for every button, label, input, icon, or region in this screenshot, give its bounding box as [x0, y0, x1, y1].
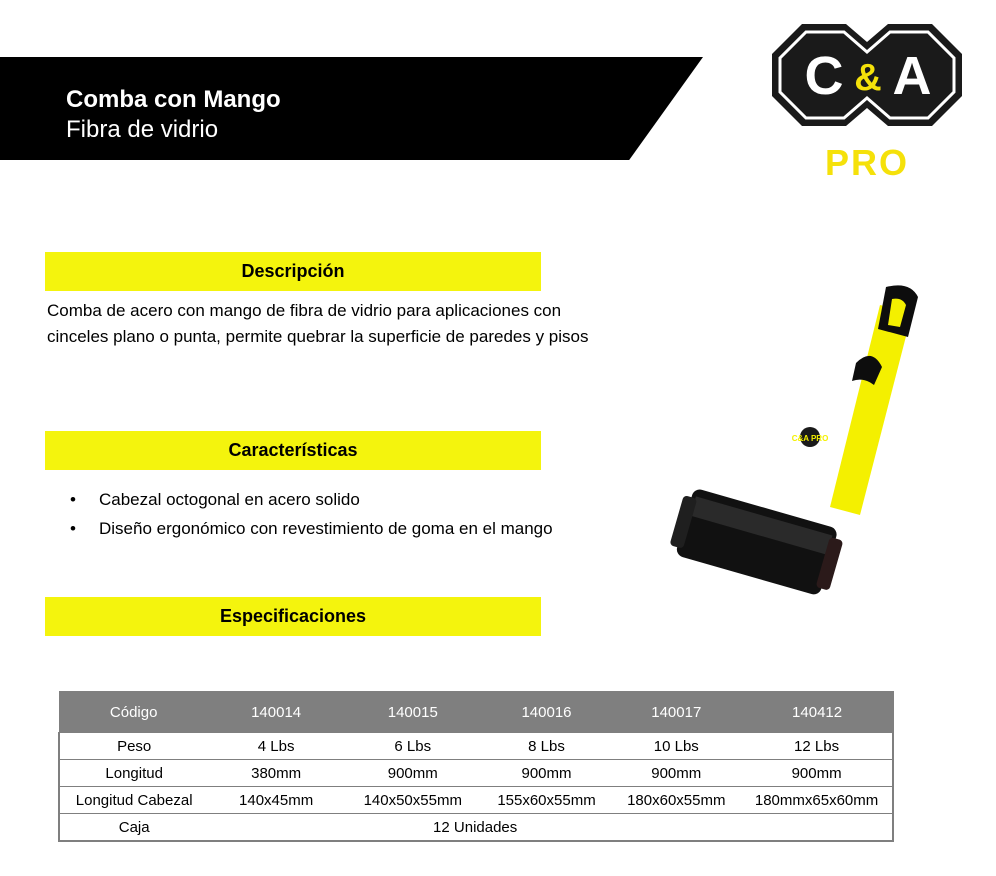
brand-logo [772, 24, 962, 184]
logo-letter-c: C [804, 46, 844, 106]
table-header-cell: 140016 [482, 692, 612, 733]
specs-table [58, 691, 894, 842]
table-row [59, 787, 893, 814]
product-title: Comba con Mango [66, 86, 281, 113]
table-cell: Longitud [59, 760, 208, 787]
handle-label: C&A PRO [791, 434, 829, 443]
table-cell: 180x60x55mm [611, 787, 741, 814]
table-header-cell: Código [59, 692, 208, 733]
logo-pro: PRO [824, 142, 910, 183]
table-cell: 900mm [482, 760, 612, 787]
table-cell: 8 Lbs [482, 733, 612, 760]
table-cell: 140x50x55mm [344, 787, 482, 814]
table-header-cell: 140412 [741, 692, 893, 733]
table-cell: Longitud Cabezal [59, 787, 208, 814]
table-cell-caja-label: Caja [59, 814, 208, 842]
table-cell: 4 Lbs [208, 733, 344, 760]
table-cell: 10 Lbs [611, 733, 741, 760]
table-cell: 155x60x55mm [482, 787, 612, 814]
table-row [59, 814, 893, 842]
table-cell: 900mm [611, 760, 741, 787]
description-text: Comba de acero con mango de fibra de vidrio para aplicaciones con cinceles plano o punta, permite quebrar la superficie de paredes y pisos [47, 301, 589, 346]
table-header-cell: 140017 [611, 692, 741, 733]
table-row [59, 733, 893, 760]
table-cell: 900mm [741, 760, 893, 787]
table-header-cell: 140015 [344, 692, 482, 733]
table-cell: 140x45mm [208, 787, 344, 814]
section-heading-caracteristicas: Características [45, 431, 541, 470]
sledgehammer-icon [660, 275, 935, 610]
product-subtitle: Fibra de vidrio [66, 116, 219, 143]
table-cell: 900mm [344, 760, 482, 787]
features-list [70, 487, 553, 545]
logo-ampersand: & [854, 57, 882, 99]
logo-letter-a: A [892, 46, 932, 106]
section-heading-especificaciones: Especificaciones [45, 597, 541, 636]
table-cell: 180mmx65x60mm [741, 787, 893, 814]
table-header-row [59, 692, 893, 733]
table-row [59, 760, 893, 787]
table-cell: 380mm [208, 760, 344, 787]
table-cell: 12 Lbs [741, 733, 893, 760]
table-cell: 6 Lbs [344, 733, 482, 760]
feature-item: • Cabezal octogonal en acero solido [70, 487, 553, 516]
table-header-cell: 140014 [208, 692, 344, 733]
table-cell-caja-value: 12 Unidades [208, 814, 893, 842]
table-cell: Peso [59, 733, 208, 760]
feature-item: • Diseño ergonómico con revestimiento de goma en el mango [70, 516, 553, 545]
section-heading-descripcion: Descripción [45, 252, 541, 291]
